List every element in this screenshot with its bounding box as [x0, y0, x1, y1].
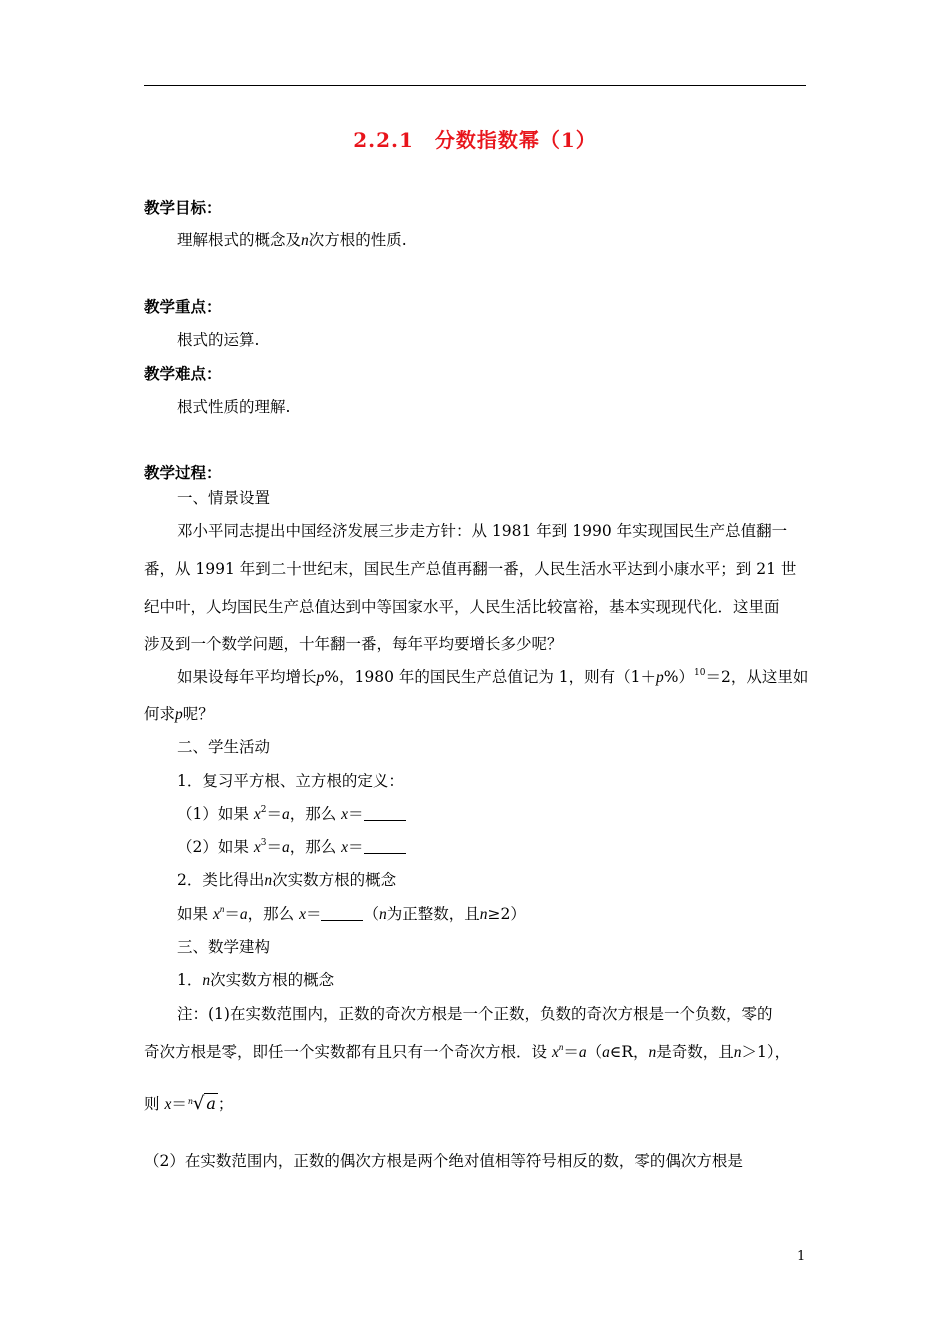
paragraph-line: 涉及到一个数学问题，十年翻一番，每年平均要增长多少呢？	[144, 635, 563, 653]
page-title: 2.2.1 分数指数幂（1）	[353, 128, 597, 152]
note-line: 注：(1)在实数范围内，正数的奇次方根是一个正数，负数的奇次方根是一个负数，零的	[177, 1005, 773, 1023]
question-line: 何求p呢？	[144, 705, 214, 723]
answer-blank	[321, 906, 363, 921]
goal-heading: 教学目标：	[144, 198, 222, 217]
question-line: 如果设每年平均增长p%，1980 年的国民生产总值记为 1，则有$(1+p\%)^{10}=2$，从这里如	[177, 668, 809, 686]
square-root-question: （1）如果 $x^2=a$，那么 x＝	[177, 804, 406, 825]
header-rule	[144, 85, 806, 86]
goal-text: 理解根式的概念及n次方根的性质.	[177, 231, 407, 249]
page-number: 1	[797, 1249, 806, 1264]
nth-root-definition: 如果 $x^n=a$，那么 x＝ （n为正整数，且n≥2）	[177, 904, 526, 923]
radical-expression: n √ a	[187, 1093, 216, 1114]
key-heading: 教学重点：	[144, 297, 222, 316]
note-line: （2）在实数范围内，正数的偶次方根是两个绝对值相等符号相反的数，零的偶次方根是	[144, 1152, 743, 1170]
answer-blank	[364, 839, 406, 854]
paragraph-line: 番，从 1991 年到二十世纪末，国民生产总值再翻一番，人民生活水平达到小康水平；到 21 世	[144, 560, 797, 578]
process-heading: 教学过程：	[144, 463, 222, 482]
key-text: 根式的运算.	[177, 331, 260, 349]
note-line: 奇次方根是零，即任一个实数都有且只有一个奇次方根．设 $x^n=a(a\in R$，n是奇数，且n＞1），	[144, 1042, 791, 1061]
section-heading-2: 二、学生活动	[177, 738, 271, 756]
odd-root-formula: 则 x＝ n √ a ；	[144, 1093, 234, 1114]
cube-root-question: （2）如果 $x^3=a$，那么 x＝	[177, 837, 406, 858]
list-item-2: 2．类比得出n次实数方根的概念	[177, 871, 397, 889]
concept-item: 1．n次实数方根的概念	[177, 971, 335, 989]
difficulty-heading: 教学难点：	[144, 364, 222, 383]
paragraph-line: 纪中叶，人均国民生产总值达到中等国家水平，人民生活比较富裕，基本实现现代化．这里面	[144, 598, 780, 616]
section-heading-1: 一、情景设置	[177, 489, 271, 507]
difficulty-text: 根式性质的理解.	[177, 398, 291, 416]
answer-blank	[364, 806, 406, 821]
paragraph-line: 邓小平同志提出中国经济发展三步走方针：从 1981 年到 1990 年实现国民生产总值翻一	[177, 522, 788, 540]
section-heading-3: 三、数学建构	[177, 938, 271, 956]
list-item-1: 1．复习平方根、立方根的定义：	[177, 772, 404, 790]
